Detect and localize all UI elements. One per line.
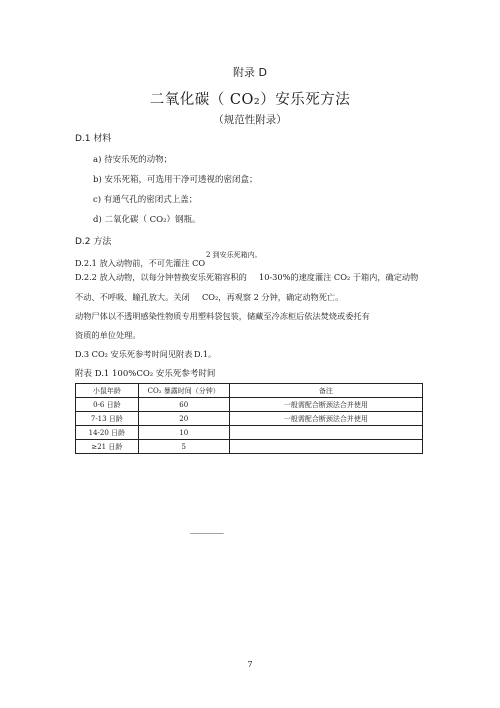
section-d3-heading-ref: D.1。 (194, 349, 217, 359)
section-d2-heading: D.2 方法 (75, 237, 112, 247)
section-d3-heading: D.3 CO₂ 安乐死参考时间见附表 (75, 349, 193, 359)
list-item: b) 安乐死箱，可选用干净可透视的密闭盒； (93, 175, 258, 185)
list-item: d) 二氧化碳（ CO₂）钢瓶。 (93, 215, 201, 225)
table-cell: 一般需配合断颈法合并使用 (229, 412, 422, 426)
list-item: a) 待安乐死的动物； (93, 155, 173, 165)
step-d2-2-line2b: CO₂，再观察 2 分钟，确定动物死亡。 (202, 292, 344, 302)
step-d2-1: D.2.1 放入动物前，不可先灌注 CO (75, 258, 206, 268)
table-cell: 10 (138, 426, 229, 440)
table-cell: 一般需配合断颈法合并使用 (229, 398, 422, 412)
table-cell (229, 426, 422, 440)
table-cell: 20 (138, 412, 229, 426)
section-d1-heading: D.1 材料 (75, 134, 112, 144)
euthanasia-time-table (75, 383, 423, 454)
step-d2-2-line1a: D.2.2 放入动物，以每分钟替换安乐死箱容积的 (75, 272, 247, 282)
step-d2-2-line2a: 不动、不呼吸、瞳孔放大。关闭 (75, 292, 190, 302)
table-cell: 7-13 日龄 (76, 412, 139, 426)
table-cell (229, 440, 422, 454)
table-cell: ≥21 日龄 (76, 440, 139, 454)
column-header: CO₂ 暴露时间（分钟） (138, 384, 229, 398)
page-subtitle: （规范性附录） (213, 114, 287, 126)
disposal-note-line1: 动物尸体以不透明感染性物质专用塑料袋包装，储藏至冷冻柜后依法焚烧或委托有 (75, 311, 370, 321)
step1-continuation: 2 到安乐死箱内。 (206, 251, 262, 259)
list-item: c) 有通气孔的密闭式上盖； (93, 195, 198, 205)
table-cell: 60 (138, 398, 229, 412)
page-title: 二氧化碳（ CO₂）安乐死方法 (149, 92, 351, 108)
table-header-row (76, 384, 423, 398)
disposal-note-line2: 资质的单位处理。 (75, 330, 141, 340)
table-row (76, 440, 423, 454)
step-d2-2-line1b: 10-30%的速度灌注 CO₂ 于箱内，确定动物 (259, 272, 419, 282)
table-row (76, 412, 423, 426)
column-header: 小鼠年龄 (76, 384, 139, 398)
end-rule: -------------------------------- (190, 530, 223, 537)
table-cell: 5 (138, 440, 229, 454)
column-header: 备注 (229, 384, 422, 398)
appendix-label: 附录 D (233, 66, 267, 79)
table-cell: 0-6 日龄 (76, 398, 139, 412)
page-number: 7 (247, 660, 253, 669)
table-cell: 14-20 日龄 (76, 426, 139, 440)
table-row (76, 398, 423, 412)
table-row (76, 426, 423, 440)
table-caption: 附表 D.1 100%CO₂ 安乐死参考时间 (75, 369, 216, 379)
